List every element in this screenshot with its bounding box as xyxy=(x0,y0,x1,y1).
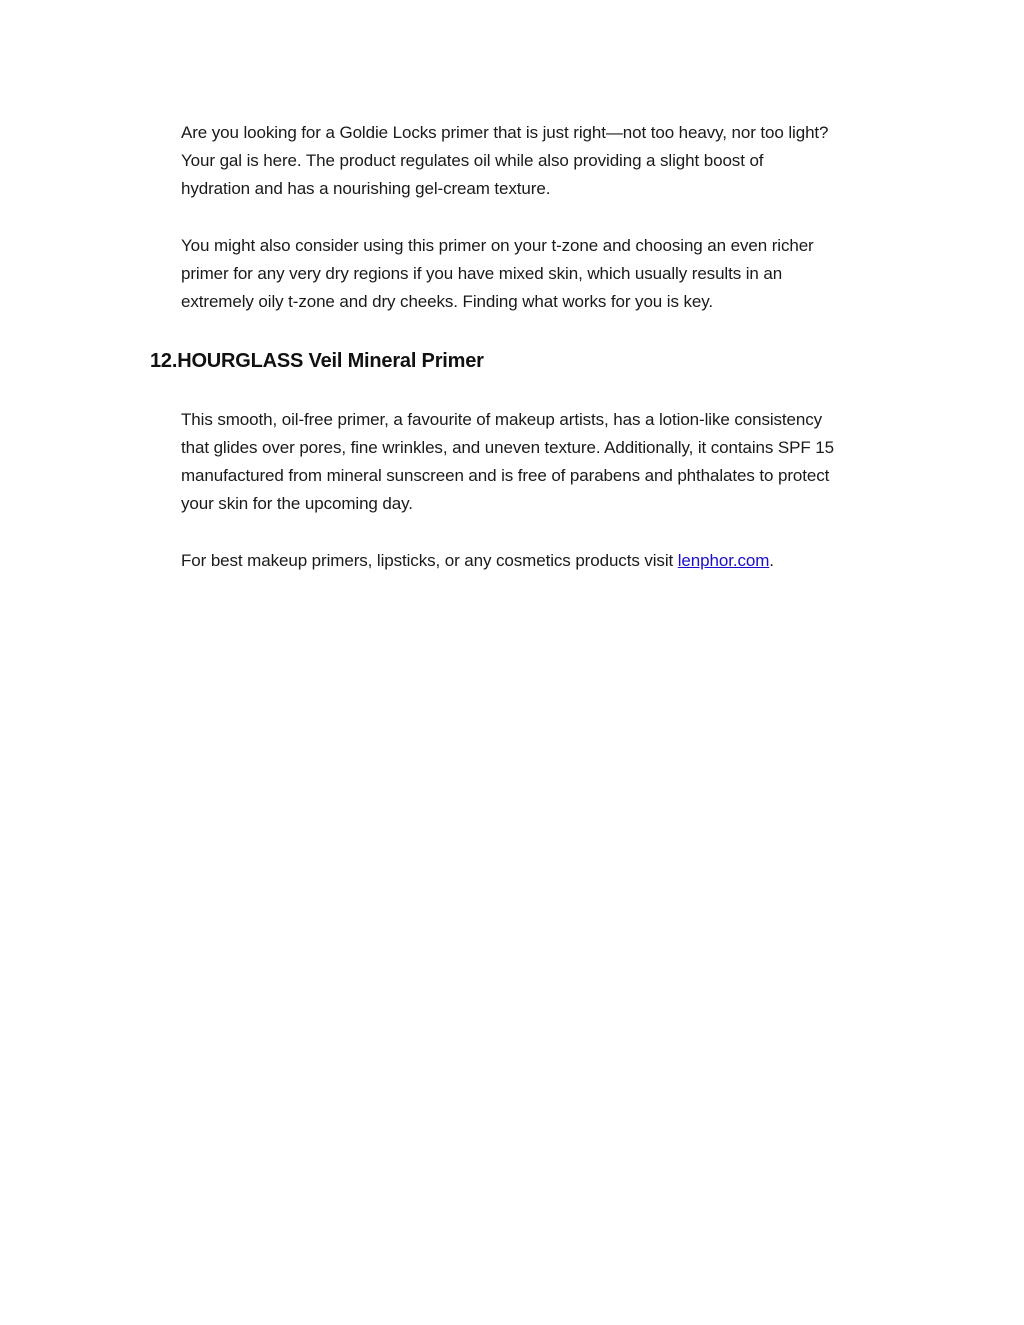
paragraph-t-zone xyxy=(181,232,911,316)
paragraph-hourglass-description xyxy=(181,406,911,518)
heading-title: HOURGLASS Veil Mineral Primer xyxy=(177,350,484,372)
paragraph-visit-site xyxy=(181,547,911,575)
link-lead-text: For best makeup primers, lipsticks, or any cosmetics products visit xyxy=(181,551,678,570)
paragraph-line xyxy=(181,547,911,575)
paragraph-line: This smooth, oil-free primer, a favourite of makeup artists, has a lotion-like consistency xyxy=(181,410,823,429)
paragraph-line: primer for any very dry regions if you have mixed skin, which usually results in an xyxy=(181,264,783,283)
lenphor-link[interactable]: lenphor.com xyxy=(677,551,770,570)
paragraph-line: You might also consider using this primer on your t-zone and choosing an even richer xyxy=(181,236,814,255)
paragraph-line: your skin for the upcoming day. xyxy=(181,494,413,513)
paragraph-goldie-locks xyxy=(181,119,911,203)
paragraph-line: Are you looking for a Goldie Locks primer that is just right—not too heavy, nor too light? xyxy=(181,123,829,142)
paragraph-line: manufactured from mineral sunscreen and is free of parabens and phthalates to protect xyxy=(181,466,830,485)
paragraph-line: hydration and has a nourishing gel-cream texture. xyxy=(181,179,551,198)
paragraph-line: that glides over pores, fine wrinkles, and uneven texture. Additionally, it contains SPF 15 xyxy=(181,438,835,457)
section-heading xyxy=(150,346,484,376)
link-trailing-text: . xyxy=(769,551,774,570)
paragraph-line: extremely oily t-zone and dry cheeks. Finding what works for you is key. xyxy=(181,292,713,311)
paragraph-line: Your gal is here. The product regulates oil while also providing a slight boost of xyxy=(181,151,764,170)
heading-number: 12. xyxy=(150,350,178,372)
